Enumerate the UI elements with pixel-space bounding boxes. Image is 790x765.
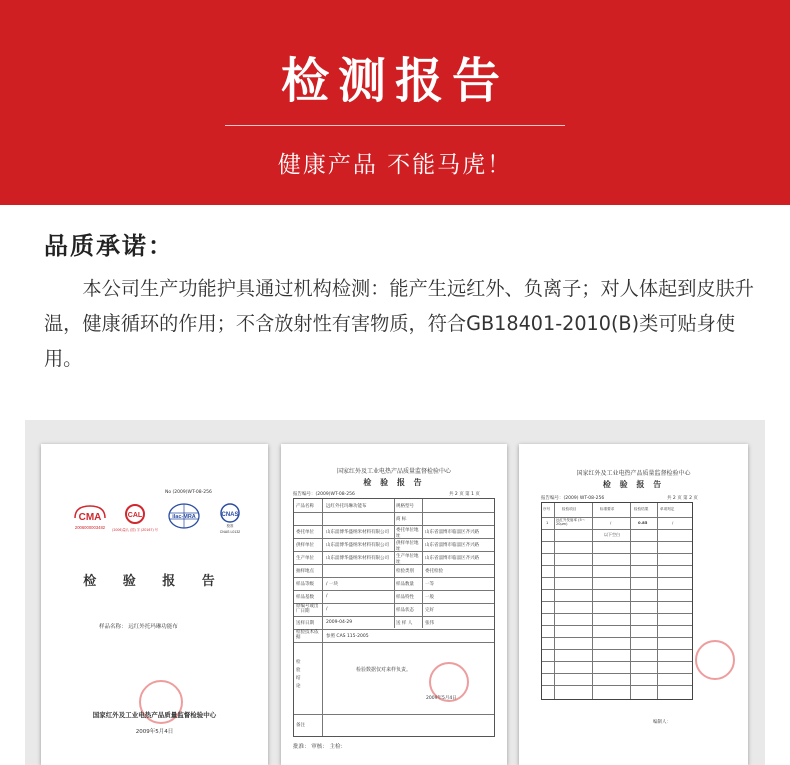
p1-row-value2: 一般: [425, 595, 434, 600]
header-banner: [0, 0, 790, 205]
p1-row-value2: 山东省淄博市临淄区齐兴路: [425, 556, 479, 561]
p2-org: 国家红外及工业电热产品质量监督检验中心: [576, 470, 691, 477]
ilac-mra-logo: [165, 502, 203, 536]
page-title: 检测报告: [280, 53, 509, 109]
p1-row-label: 产品名称: [296, 504, 314, 509]
cover-org: 国家红外及工业电热产品质量监督检验中心: [92, 711, 217, 719]
p1-remark-label: 备注: [296, 723, 305, 728]
cover-sample-name: 样品名称： 远红外托玛琳功能布: [99, 624, 178, 630]
quality-promise-heading: 品质承诺：: [44, 232, 174, 260]
cover-report-no: No (2009)WT-08-256: [165, 490, 212, 495]
p1-row-value2: 山东省淄博市临淄区齐兴路: [425, 543, 479, 548]
p2-header-cell: 单项判定: [660, 507, 675, 511]
p1-row-label2: 规格型号: [396, 504, 414, 509]
cma-logo: [71, 502, 109, 536]
p1-row-label: 供样单位: [296, 543, 314, 548]
p1-row-value: 山东淄博华盛纳米材料有限公司: [326, 543, 389, 548]
cnas-code: CNAS L0132: [219, 530, 241, 534]
cal-code: (2006)量认 (国) 字 (Z0167) 号: [112, 528, 158, 532]
p2-footer: 编制人：: [653, 720, 671, 725]
p1-row-value: /: [326, 594, 328, 599]
slogan: 健康产品 不能马虎！: [277, 152, 513, 178]
p1-row-label: 生产单位: [296, 556, 314, 561]
cnas-sub: 校准: [226, 524, 234, 528]
p1-row-label2: 生产单位地 址: [396, 554, 419, 565]
p2-title: 检 验 报 告: [602, 480, 665, 489]
p1-row-value: 远红外托玛琳功能布: [326, 504, 367, 509]
p2-blank-note: 以下空白: [604, 532, 620, 537]
p1-row-label2: 样品状态: [396, 608, 414, 613]
report-cover-page: [41, 444, 268, 765]
p1-row-label2: 商 标: [396, 517, 407, 522]
p1-row-label2: 样品特性: [396, 595, 414, 600]
cover-title: 检 验 报 告: [83, 574, 226, 589]
p2-header-cell: 检验项目: [562, 507, 577, 511]
p2-header-cell: 检验结果: [634, 507, 649, 511]
p1-title: 检 验 报 告: [363, 478, 425, 487]
p1-row-label: 送样日期: [296, 621, 314, 626]
p2-cell-req: /: [610, 520, 612, 525]
p1-org: 国家红外及工业电热产品质量监督检验中心: [336, 468, 451, 475]
p1-row-label2: 供样单位地 址: [396, 541, 419, 552]
inspection-seal: [429, 662, 469, 702]
report-page-1: [281, 444, 507, 765]
p1-row-value: 山东淄博华盛纳米材料有限公司: [326, 556, 389, 561]
inspection-seal: [695, 640, 735, 680]
p1-conclusion-label: 检验结论: [296, 660, 301, 689]
p1-row-value2: 一等: [425, 582, 434, 587]
p2-header-cell: 标准要求: [600, 507, 615, 511]
p1-row-value: /: [326, 607, 328, 612]
p1-basis-label: 检验技术依据: [296, 630, 319, 640]
p1-row-label2: 检验类别: [396, 569, 414, 574]
accreditation-logos: [69, 502, 249, 536]
p1-row-label: 样品等级: [296, 582, 314, 587]
p1-row-value2: 张伟: [425, 621, 434, 626]
title-divider: [225, 125, 565, 126]
p1-row-label2: 送 样 人: [396, 621, 413, 626]
p1-row-value2: 委托检验: [425, 569, 443, 574]
cal-logo: [112, 502, 158, 540]
p2-report-no: 报告编号：(2009) WT-08-256: [541, 496, 605, 501]
p1-row-value: 山东淄博华盛纳米材料有限公司: [326, 530, 389, 535]
p1-page: 共 2 页 第 1 页: [449, 492, 480, 497]
p1-row-label2: 样品数量: [396, 582, 414, 587]
p1-seal-date: 2009年5月4日: [426, 696, 457, 701]
ilac-text: ilac-MRA: [172, 514, 196, 520]
p1-report-no: 报告编号：(2009)WT-08-256: [293, 492, 355, 497]
p1-row-label2: 委托单位地 址: [396, 528, 419, 539]
cma-code: 2006000003482: [74, 525, 106, 530]
cma-text: CMA: [78, 512, 102, 523]
p1-row-value: / 一块: [326, 582, 338, 587]
p2-header-cell: 序号: [543, 507, 551, 511]
cnas-text: CNAS: [221, 512, 239, 518]
p1-conclusion: 检验数据仅对来样负责。: [356, 667, 412, 673]
p1-row-value2: 山东省淄博市临淄区齐兴路: [425, 530, 479, 535]
p1-signatures: 批准： 审核： 主检：: [293, 744, 346, 750]
p1-row-value: 2009-04-29: [326, 620, 353, 625]
p2-cell-no: 1: [546, 520, 549, 525]
p1-row-value2: 完好: [425, 608, 434, 613]
p1-row-label: 样品基数: [296, 595, 314, 600]
report-photo: [25, 420, 765, 765]
p2-cell-result: 0.85: [638, 520, 648, 525]
p1-basis-value: 参照 CAS 115-2005: [326, 634, 369, 639]
quality-promise-text: 本公司生产功能护具通过机构检测：能产生远红外、负离子；对人体起到皮肤升温，健康循环的作用；不含放射性有害物质，符合GB18401-2010(B)类可贴身使用。: [44, 277, 754, 370]
p1-row-label: 原编号或出厂日期: [296, 604, 319, 614]
cal-text: CAL: [127, 512, 143, 519]
p2-cell-judge: /: [672, 520, 674, 525]
p1-info-table: [293, 498, 495, 737]
cnas-logo: [211, 502, 249, 540]
report-page-2: [519, 444, 748, 765]
p1-row-label: 委托单位: [296, 530, 314, 535]
cover-date: 2009年5月4日: [135, 729, 174, 735]
p2-result-table: [541, 502, 693, 700]
p1-row-label: 抽样地点: [296, 569, 314, 574]
p2-cell-item: 远红外发射率 (5～20μm): [556, 518, 586, 527]
p2-page: 共 2 页 第 2 页: [667, 496, 698, 501]
